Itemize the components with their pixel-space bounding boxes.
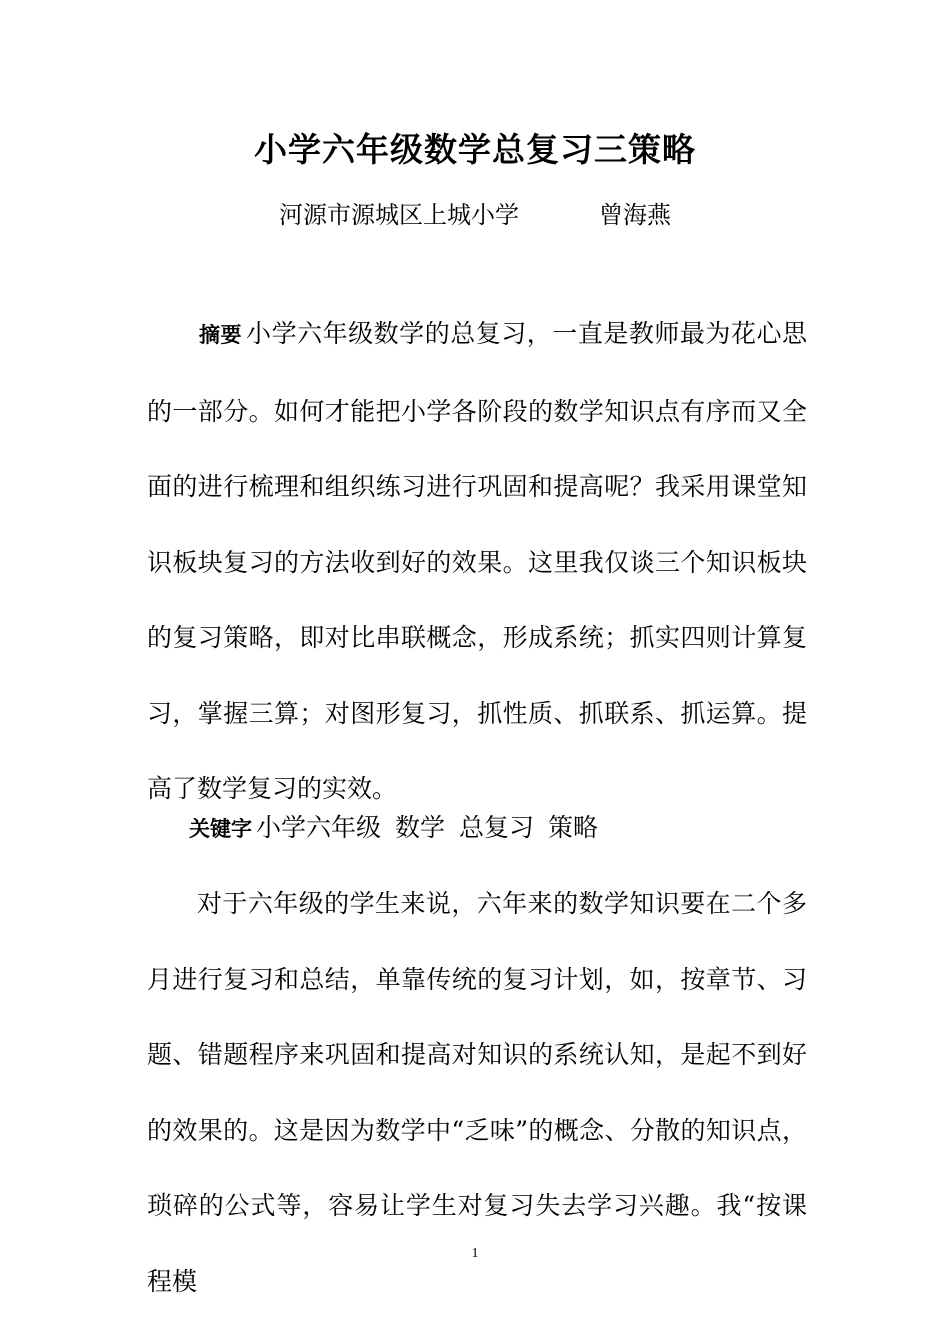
document-title: 小学六年级数学总复习三策略 bbox=[254, 130, 696, 169]
keywords-label: 关键字 bbox=[189, 817, 252, 841]
abstract-paragraph bbox=[147, 296, 807, 827]
keyword-item: 策略 bbox=[548, 813, 599, 842]
keyword-item: 小学六年级 bbox=[256, 813, 382, 842]
intro-paragraph: 对于六年级的学生来说，六年来的数学知识要在二个多月进行复习和总结，单靠传统的复习计划，如，按章节、习题、错题程序来巩固和提高对知识的系统认知，是起不到好的效果的。这是因为数学中“乏味”的概念、分散的知识点，琐碎的公式等，容易让学生对复习失去学习兴趣。我“按课程模 bbox=[147, 889, 807, 1296]
page-number: 1 bbox=[471, 1246, 479, 1261]
abstract-label: 摘要 bbox=[199, 323, 243, 347]
byline bbox=[0, 197, 950, 233]
author-name: 曾海燕 bbox=[599, 201, 671, 229]
keyword-item: 数学 bbox=[395, 813, 446, 842]
keywords-line bbox=[147, 808, 807, 849]
keyword-item: 总复习 bbox=[459, 813, 535, 842]
author-institution: 河源市源城区上城小学 bbox=[279, 201, 519, 229]
abstract-text: 小学六年级数学的总复习，一直是教师最为花心思的一部分。如何才能把小学各阶段的数学知识点有序而又全面的进行梳理和组织练习进行巩固和提高呢？我采用课堂知识板块复习的方法收到好的效果。这里我仅谈三个知识板块的复习策略，即对比串联概念，形成系统；抓实四则计算复习，掌握三算；对图形复习，抓性质、抓联系、抓运算。提高了数学复习的实效。 bbox=[147, 319, 807, 803]
